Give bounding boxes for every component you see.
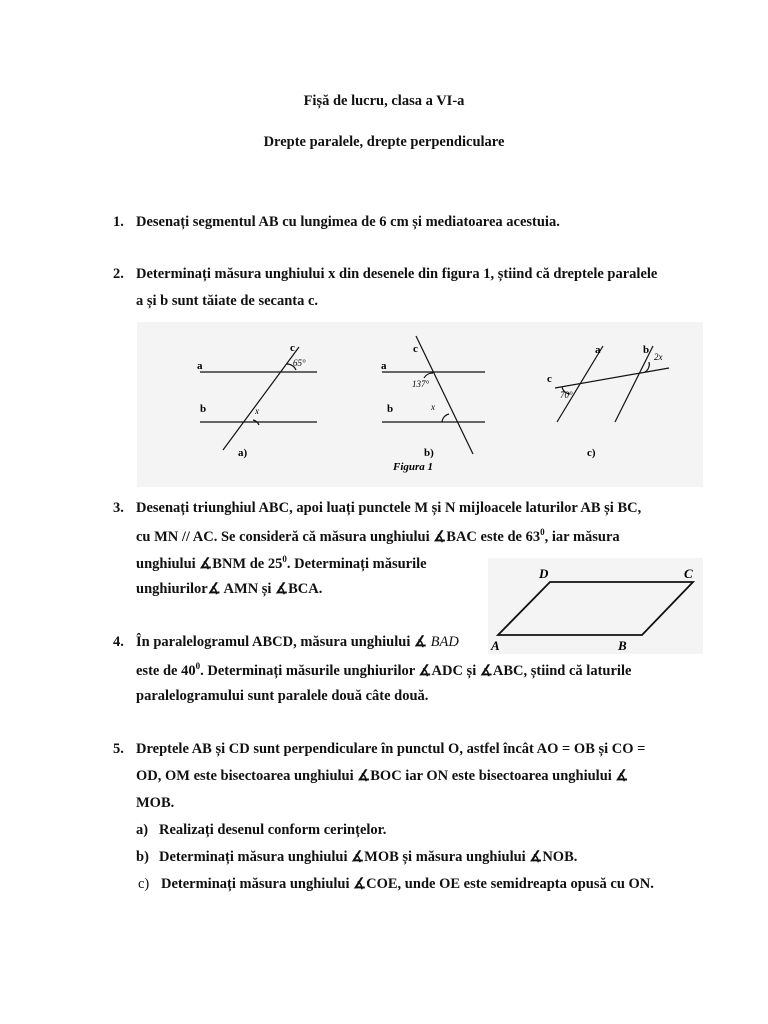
- problem-5-line-2: OD, OM este bisectoarea unghiului ∡BOC iar ON este bisectoarea unghiului ∡: [136, 768, 629, 784]
- problem-4-line-1-a: În paralelogramul ABCD, măsura unghiului ∡: [136, 634, 431, 650]
- figure-1: [137, 322, 703, 487]
- problem-3-line-2-a: cu MN // AC. Se consideră că măsura unghiului ∡BAC este de 63: [136, 528, 541, 545]
- fig1c-label-a: a: [595, 344, 601, 356]
- problem-3-line-3-b: . Determinați măsurile: [286, 555, 427, 572]
- problem-4-line-2-b: . Determinați măsurile unghiurilor ∡ADC și ∡ABC, știind că laturile: [200, 662, 632, 679]
- fig1a-angle-given: 65°: [293, 358, 306, 368]
- problem-5-line-3: MOB.: [136, 795, 175, 811]
- problem-4-line-2-a: este de 40: [136, 662, 196, 679]
- problem-5a-text: Realizați desenul conform cerințelor.: [159, 822, 387, 838]
- problem-2-line-1: Determinați măsura unghiului x din desenele din figura 1, știind că dreptele paralele: [136, 266, 658, 282]
- problem-3-number: 3.: [113, 500, 124, 516]
- vertex-D: D: [539, 566, 549, 581]
- problem-4-line-3: paralelogramului sunt paralele două câte două.: [136, 688, 429, 704]
- fig1b-label-a: a: [381, 360, 387, 372]
- fig1b-label-b: b: [387, 403, 394, 415]
- problem-3-line-3-a: unghiului ∡BNM de 25: [136, 555, 283, 572]
- problem-3-line-4: unghiurilor∡ AMN și ∡BCA.: [136, 581, 323, 597]
- page-title: Fișă de lucru, clasa a VI-a: [303, 93, 465, 109]
- problem-1-text: Desenați segmentul AB cu lungimea de 6 cm și mediatoarea acestuia.: [136, 214, 560, 230]
- problem-3-line-2-b: , iar măsura: [544, 528, 620, 545]
- problem-3-line-2: [136, 527, 620, 546]
- page-subtitle: Drepte paralele, drepte perpendiculare: [263, 134, 505, 150]
- fig1b-angle-given: 137°: [412, 379, 430, 389]
- fig1c-label-b: b: [643, 344, 650, 356]
- fig1a-label-a: a: [197, 360, 203, 372]
- problem-4-line-1: [136, 634, 459, 651]
- problem-5-number: 5.: [113, 741, 124, 757]
- vertex-C: C: [684, 566, 693, 581]
- problem-5b-text: Determinați măsura unghiului ∡MOB și măsura unghiului ∡NOB.: [159, 849, 578, 865]
- fig1c-angle-x: 2x: [654, 352, 663, 362]
- angle-BAD-label: BAD: [430, 634, 459, 650]
- fig1b-sub: b): [424, 447, 434, 459]
- fig1c-sub: c): [587, 447, 596, 459]
- degree-superscript: 0: [282, 554, 287, 564]
- fig1a-angle-x: x: [255, 406, 259, 416]
- degree-superscript: 0: [540, 527, 545, 537]
- fig1a-label-c: c: [290, 342, 295, 354]
- problem-5a-label: a): [136, 822, 149, 838]
- vertex-B: B: [618, 638, 627, 653]
- problem-4-line-2: [136, 661, 631, 680]
- problem-2-number: 2.: [113, 266, 124, 282]
- fig1b-angle-x: x: [431, 402, 435, 412]
- fig1a-sub: a): [238, 447, 248, 459]
- parallelogram-figure: [488, 558, 703, 654]
- figure-1-caption: Figura 1: [393, 461, 434, 473]
- fig1c-angle-given: 70°: [560, 390, 573, 400]
- problem-5c-label: c): [138, 876, 150, 892]
- fig1c-label-c: c: [547, 373, 552, 385]
- problem-3-line-1: Desenați triunghiul ABC, apoi luați punctele M și N mijloacele laturilor AB și BC,: [136, 500, 642, 516]
- degree-superscript: 0: [195, 661, 201, 671]
- problem-5c-text: Determinați măsura unghiului ∡COE, unde OE este semidreapta opusă cu ON.: [161, 876, 654, 892]
- vertex-A: A: [491, 638, 500, 653]
- problem-2-line-2: a și b sunt tăiate de secanta c.: [136, 293, 319, 309]
- problem-1-number: 1.: [113, 214, 124, 230]
- problem-4-number: 4.: [113, 634, 124, 650]
- problem-5-line-1: Dreptele AB și CD sunt perpendiculare în punctul O, astfel încât AO = OB și CO =: [136, 741, 646, 757]
- problem-5b-label: b): [136, 849, 149, 865]
- fig1a-label-b: b: [200, 403, 207, 415]
- fig1b-label-c: c: [413, 343, 418, 355]
- problem-3-line-3: [136, 554, 427, 573]
